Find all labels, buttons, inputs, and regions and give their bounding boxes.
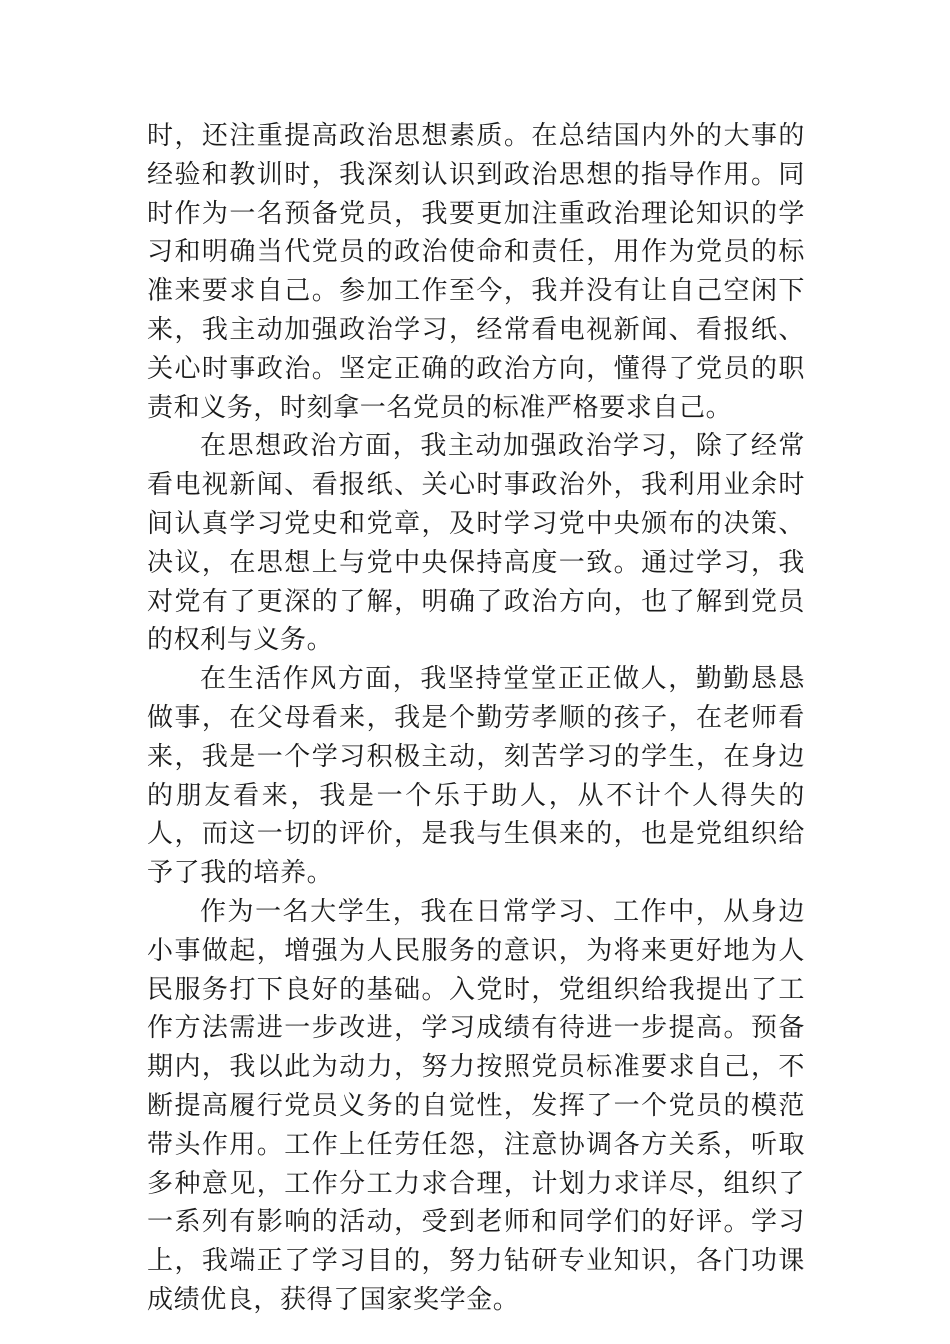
document-body: [147, 117, 805, 1320]
paragraph-student-service: 作为一名大学生，我在日常学习、工作中，从身边小事做起，增强为人民服务的意识，为将来更好地为人民服务打下良好的基础。入党时，党组织给我提出了工作方法需进一步改进，学习成绩有待进一步提高。预备期内，我以此为动力，努力按照党员标准要求自己，不断提高履行党员义务的自觉性，发挥了一个党员的模范带头作用。工作上任劳任怨，注意协调各方关系，听取多种意见，工作分工力求合理，计划力求详尽，组织了一系列有影响的活动，受到老师和同学们的好评。学习上，我端正了学习目的，努力钻研专业知识，各门功课成绩优良，获得了国家奖学金。: [147, 896, 805, 1315]
paragraph-life-style: 在生活作风方面，我坚持堂堂正正做人，勤勤恳恳做事，在父母看来，我是个勤劳孝顺的孩子，在老师看来，我是一个学习积极主动，刻苦学习的学生，在身边的朋友看来，我是一个乐于助人，从不计个人得失的人，而这一切的评价，是我与生俱来的，也是党组织给予了我的培养。: [147, 664, 805, 889]
paragraph-ideology-politics: 在思想政治方面，我主动加强政治学习，除了经常看电视新闻、看报纸、关心时事政治外，我利用业余时间认真学习党史和党章，及时学习党中央颁布的决策、决议，在思想上与党中央保持高度一致。通过学习，我对党有了更深的了解，明确了政治方向，也了解到党员的权利与义务。: [147, 431, 805, 656]
paragraph-continuation: 时，还注重提高政治思想素质。在总结国内外的大事的经验和教训时，我深刻认识到政治思想的指导作用。同时作为一名预备党员，我要更加注重政治理论知识的学习和明确当代党员的政治使命和责任，用作为党员的标准来要求自己。参加工作至今，我并没有让自己空闲下来，我主动加强政治学习，经常看电视新闻、看报纸、关心时事政治。坚定正确的政治方向，懂得了党员的职责和义务，时刻拿一名党员的标准严格要求自己。: [147, 121, 805, 423]
